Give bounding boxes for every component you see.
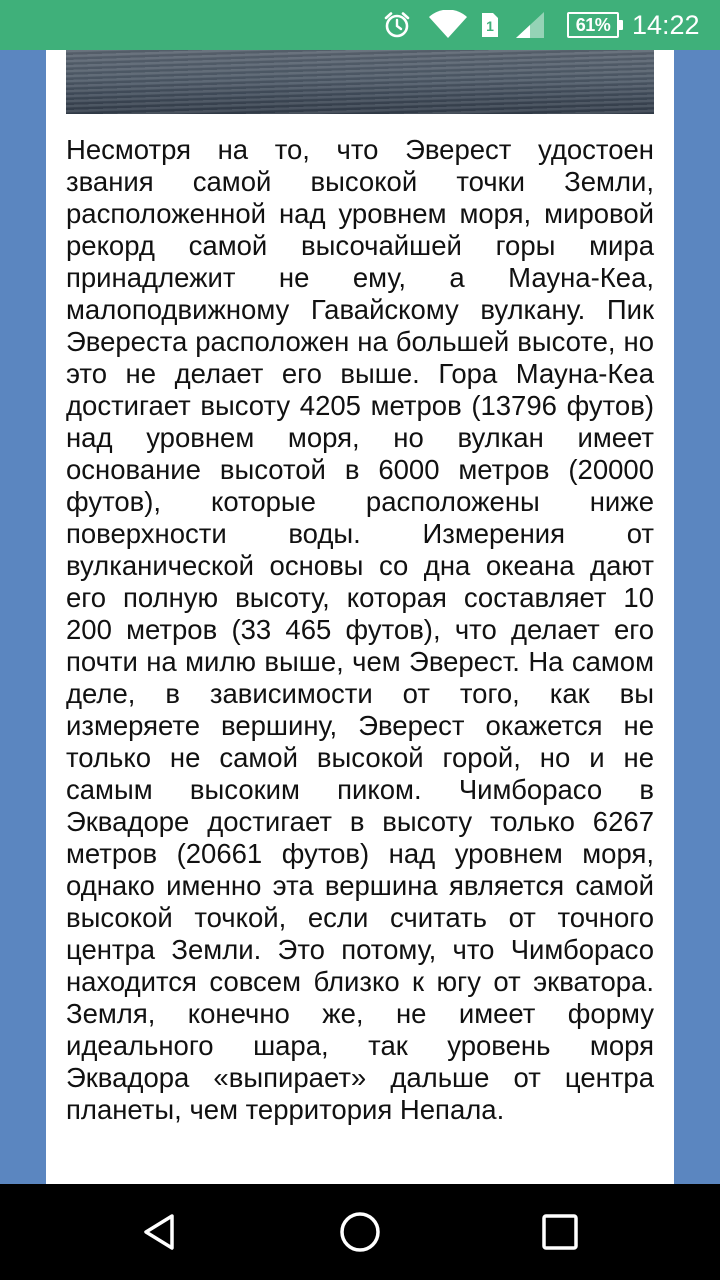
battery-level: 61% [567, 12, 619, 38]
home-button[interactable] [300, 1184, 420, 1280]
recents-button[interactable] [500, 1184, 620, 1280]
clock: 14:22 [632, 10, 700, 40]
signal-icon [512, 0, 548, 50]
navigation-bar [0, 1184, 720, 1280]
alarm-icon [380, 0, 414, 50]
recents-icon [541, 1213, 579, 1251]
home-icon [338, 1210, 382, 1254]
wifi-icon [426, 0, 470, 50]
sim-icon [480, 0, 500, 50]
sim-slot-label: 1 [486, 18, 494, 34]
status-bar [0, 0, 720, 50]
battery-icon [562, 0, 624, 50]
article-card [46, 50, 674, 1184]
back-icon [140, 1212, 180, 1252]
lake-water-photo [66, 50, 654, 114]
article-body: Несмотря на то, что Эверест удостоен звания самой высокой точки Земли, расположенной над уровнем моря, мировой рекорд самой высочайшей горы мира принадлежит не ему, а Мауна-Кеа, малоподвижному Гавайскому вулкану. Пик Эвереста расположен на большей высоте, но это не делает его выше. Гора Мауна-Кеа достигает высоту 4205 метров (13796 футов) над уровнем моря, но вулкан имеет основание высотой в 6000 метров (20000 футов), которые расположены ниже поверхности воды. Измерения от вулканической основы со дна океана дают его полную высоту, которая составляет 10 200 метров (33 465 футов), что делает его почти на милю выше, чем Эверест. На самом деле, в зависимости от того, как вы измеряете вершину, Эверест окажется не только не самой высокой горой, но и не самым высоким пиком. Чимборасо в Эквадоре достигает в высоту только 6267 метров (20661 футов) над уровнем моря, однако именно эта вершина является самой высокой точкой, если считать от точного центра Земли. Это потому, что Чимборасо находится совсем близко к югу от экватора. Земля, конечно же, не имеет форму идеального шара, так уровень моря Эквадора «выпирает» дальше от центра планеты, чем территория Непала. [66, 134, 654, 1125]
back-button[interactable] [100, 1184, 220, 1280]
